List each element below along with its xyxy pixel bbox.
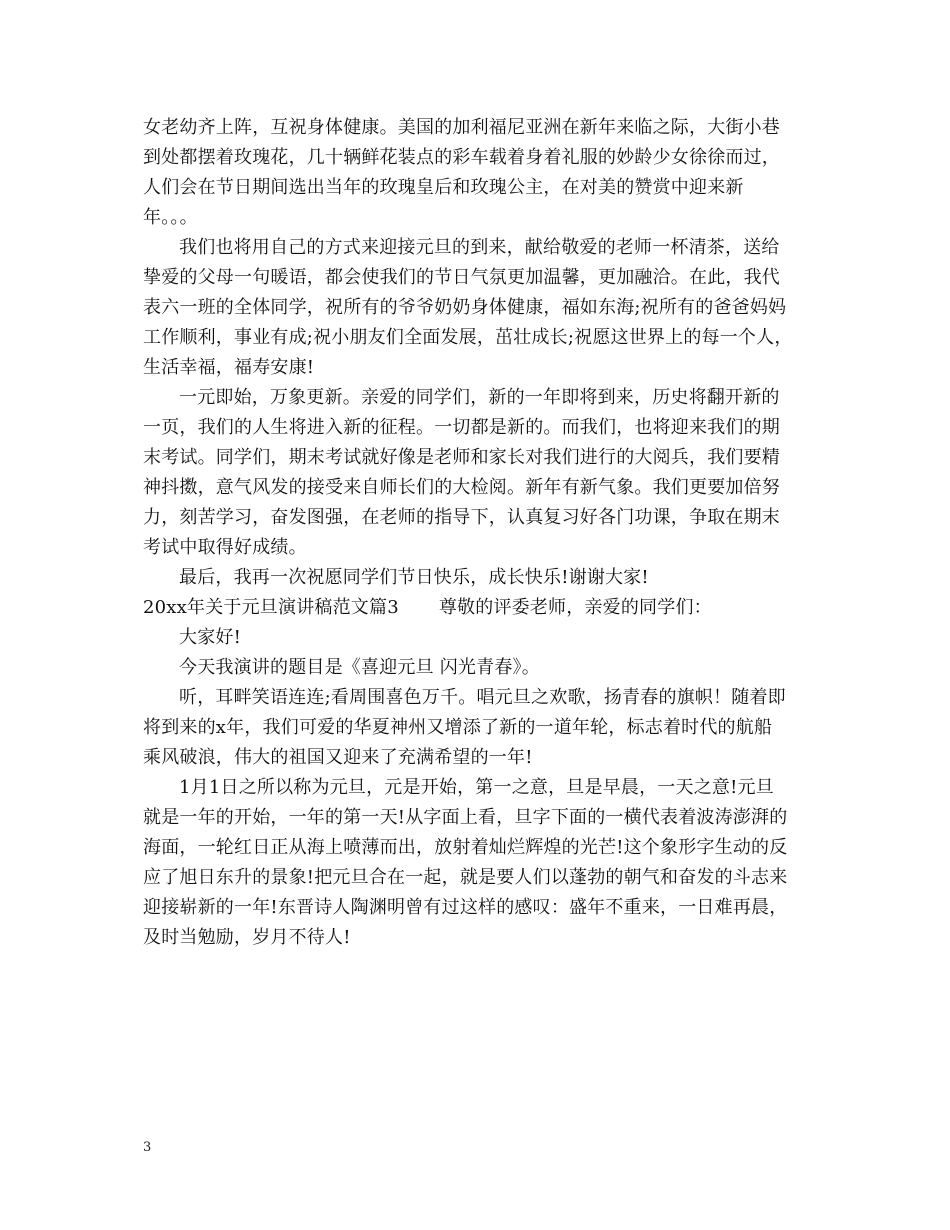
text-line: 1月1日之所以称为元旦，元是开始，第一之意，旦是早晨，一天之意!元旦 (179, 777, 774, 798)
text-line: 将到来的x年，我们可爱的华夏神州又增添了新的一道年轮，标志着时代的航船 (143, 717, 773, 738)
text-line: 到处都摆着玫瑰花，几十辆鲜花装点的彩车载着身着礼服的妙龄少女徐徐而过， (143, 147, 780, 168)
section-heading-line (143, 593, 823, 623)
text-line: 生活幸福，福寿安康! (143, 357, 315, 378)
paragraph-1 (143, 113, 823, 233)
text-line: 大家好! (179, 627, 242, 648)
paragraph-6 (143, 653, 823, 683)
text-line: 表六一班的全体同学，祝所有的爷爷奶奶身体健康，福如东海;祝所有的爸爸妈妈 (143, 297, 787, 318)
heading-row (143, 593, 823, 623)
salutation: 尊敬的评委老师，亲爱的同学们： (438, 597, 712, 618)
paragraph-5 (143, 623, 823, 653)
text-line: 神抖擞，意气风发的接受来自师长们的大检阅。新年有新气象。我们更要加倍努 (143, 477, 780, 498)
text-line: 就是一年的开始，一年的第一天!从字面上看，旦字下面的一横代表着波涛澎湃的 (143, 807, 788, 828)
page-number: 3 (143, 1140, 152, 1155)
text-line: 一元即始，万象更新。亲爱的同学们，新的一年即将到来，历史将翻开新的 (179, 387, 780, 408)
text-line: 年。。。 (143, 207, 198, 228)
paragraph-4 (143, 563, 823, 593)
paragraph-3 (143, 383, 823, 563)
paragraph-2 (143, 233, 823, 383)
text-line: 女老幼齐上阵，互祝身体健康。美国的加利福尼亚洲在新年来临之际，大街小巷 (143, 117, 780, 138)
text-line: 一页，我们的人生将进入新的征程。一切都是新的。而我们，也将迎来我们的期 (143, 417, 780, 438)
text-line: 工作顺利，事业有成;祝小朋友们全面发展，茁壮成长;祝愿这世界上的每一个人， (143, 327, 793, 348)
text-line: 海面，一轮红日正从海上喷薄而出，放射着灿烂辉煌的光芒!这个象形字生动的反 (143, 837, 788, 858)
paragraph-7 (143, 683, 823, 773)
text-line: 力，刻苦学习，奋发图强，在老师的指导下，认真复习好各门功课，争取在期末 (143, 507, 780, 528)
text-line: 听，耳畔笑语连连;看周围喜色万千。唱元旦之欢歌，扬青春的旗帜！随着即 (179, 687, 786, 708)
text-line: 及时当勉励，岁月不待人! (143, 927, 351, 948)
text-line: 人们会在节日期间选出当年的玫瑰皇后和玫瑰公主，在对美的赞赏中迎来新 (143, 177, 744, 198)
document-body (143, 113, 823, 953)
section-title: 20xx年关于元旦演讲稿范文篇3 (143, 597, 399, 618)
text-line: 今天我演讲的题目是《喜迎元旦 闪光青春》。 (179, 657, 540, 678)
text-line: 考试中取得好成绩。 (143, 537, 307, 558)
text-line: 迎接崭新的一年!东晋诗人陶渊明曾有过这样的感叹：盛年不重来，一日难再晨， (143, 897, 788, 918)
text-line: 最后，我再一次祝愿同学们节日快乐，成长快乐!谢谢大家! (179, 567, 649, 588)
paragraph-8 (143, 773, 823, 953)
text-line: 应了旭日东升的景象!把元旦合在一起，就是要人们以蓬勃的朝气和奋发的斗志来 (143, 867, 788, 888)
text-line: 末考试。同学们，期末考试就好像是老师和家长对我们进行的大阅兵，我们要精 (143, 447, 780, 468)
text-line: 我们也将用自己的方式来迎接元旦的到来，献给敬爱的老师一杯清茶，送给 (179, 237, 780, 258)
text-line: 乘风破浪，伟大的祖国又迎来了充满希望的一年! (143, 747, 533, 768)
text-line: 挚爱的父母一句暖语，都会使我们的节日气氛更加温馨，更加融洽。在此，我代 (143, 267, 780, 288)
